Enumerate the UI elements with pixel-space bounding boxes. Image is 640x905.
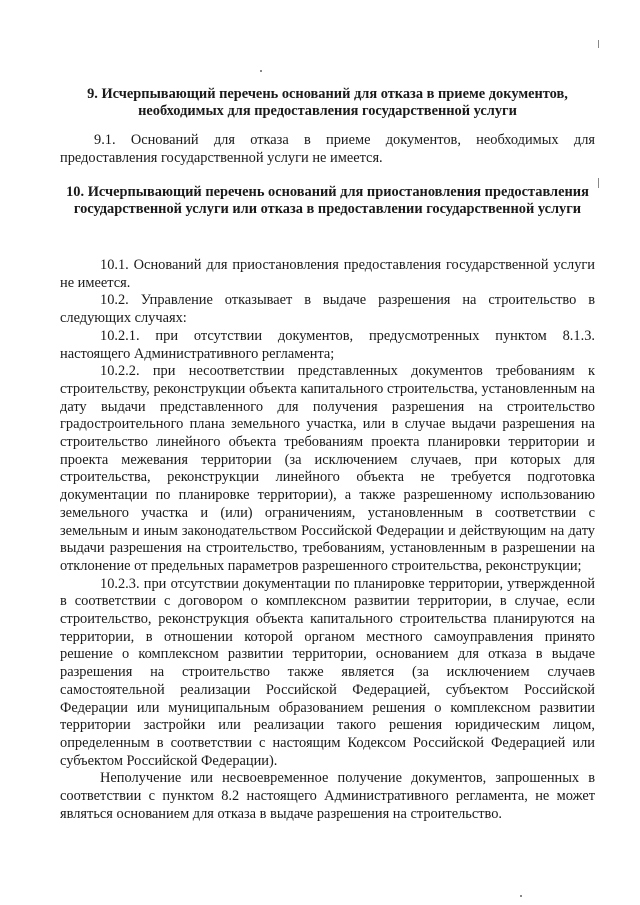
- document-page: [60, 0, 595, 905]
- paragraph-10-2-3: 10.2.3. при отсутствии документации по планировке территории, утвержденной в соответствии с договором о комплексном развитии территории, в случае, если строительство, реконструкция объекта капитального строительства планируются на территории, в отношении которой органом местного самоуправления принято решение о комплексном развитии территории, основанием для отказа в выдаче разрешения на строительство также является (за исключением случаев самостоятельной реализации Российской Федерацией, субъектом Российской Федерации или муниципальным образованием решения о комплексном развитии территории застройки или реализации такого решения юридическим лицом, определенным в соответствии с настоящим Кодексом Российской Федерацией или субъектом Российской Федерации).: [60, 575, 595, 769]
- paragraph-10-1: 10.1. Оснований для приостановления предоставления государственной услуги не имеется.: [60, 257, 595, 291]
- section-10-body: [60, 257, 595, 824]
- paragraph-10-2: 10.2. Управление отказывает в выдаче разрешения на строительство в следующих случаях:: [60, 292, 595, 327]
- paragraph-10-2-2: 10.2.2. при несоответствии представленных документов требованиям к строительству, реконструкции объекта капитального строительства, установленным на дату выдачи представленного для получения разрешения на строительство градостроительного плана земельного участка, или в случае выдачи разрешения на строительство линейного объекта требованиям проекта планировки территории и проекта межевания территории (за исключением случаев, при которых для строительства, реконструкции линейного объекта не требуется подготовка документации по планировке территории), а также разрешенному использованию земельного участка и (или) ограничениям, установленным в соответствии с земельным и иным законодательством Российской Федерации и действующим на дату выдачи разрешения на строительство, требованиям, установленным в разрешении на отклонение от предельных параметров разрешенного строительства, реконструкции;: [60, 363, 595, 574]
- section-10-heading: 10. Исчерпывающий перечень оснований для приостановления предоставления государственной услуги или отказа в предоставлении государственной услуги: [66, 184, 589, 217]
- section-9-heading: 9. Исчерпывающий перечень оснований для отказа в приеме документов, необходимых для предоставления государственной услуги: [87, 86, 568, 119]
- paragraph-10-2-1: 10.2.1. при отсутствии документов, предусмотренных пунктом 8.1.3. настоящего Административного регламента;: [60, 327, 595, 362]
- scan-artifact: [598, 40, 599, 48]
- scan-artifact: [520, 895, 522, 897]
- paragraph-9-1: 9.1. Оснований для отказа в приеме документов, необходимых для предоставления государственной услуги не имеется.: [60, 132, 595, 166]
- paragraph-closing: Неполучение или несвоевременное получение документов, запрошенных в соответствии с пунктом 8.2 настоящего Административного регламента, не может являться основанием для отказа в выдаче разрешения на строительство.: [60, 770, 595, 822]
- scan-artifact: [598, 178, 599, 188]
- scan-artifact: [260, 70, 262, 72]
